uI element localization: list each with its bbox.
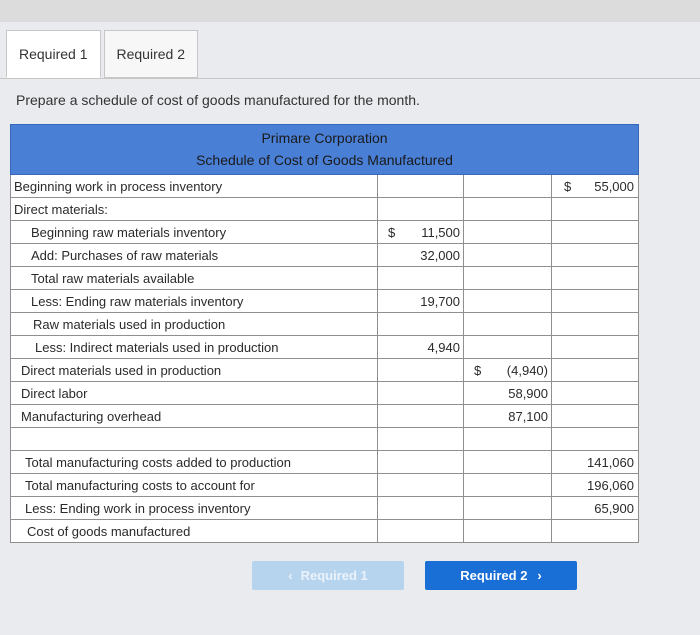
table-row	[10, 221, 639, 244]
table-row	[10, 244, 639, 267]
amount-input-col2[interactable]	[464, 428, 552, 451]
row-label[interactable]: Less: Indirect materials used in production	[10, 336, 378, 359]
instruction-text: Prepare a schedule of cost of goods manufactured for the month.	[16, 92, 420, 108]
row-label: Raw materials used in production	[10, 313, 378, 336]
table-row	[10, 474, 639, 497]
empty-cell	[378, 497, 464, 520]
amount-value: 141,060	[587, 454, 634, 470]
schedule-table	[10, 124, 639, 543]
company-name: Primare Corporation	[261, 130, 388, 146]
amount-input-col1[interactable]	[378, 336, 464, 359]
table-row	[10, 198, 639, 221]
empty-cell	[378, 474, 464, 497]
amount-input-col1[interactable]	[378, 313, 464, 336]
amount-input-col2[interactable]	[464, 336, 552, 359]
top-band	[0, 0, 700, 22]
table-row	[10, 313, 639, 336]
empty-cell	[378, 520, 464, 543]
row-label: Total manufacturing costs added to production	[10, 451, 378, 474]
table-row	[10, 359, 639, 382]
amount-input-col1[interactable]	[378, 290, 464, 313]
amount-value: 19,700	[420, 293, 460, 309]
row-label: Direct materials used in production	[10, 359, 378, 382]
row-label: Cost of goods manufactured	[10, 520, 378, 543]
chevron-left-icon: ‹	[288, 568, 293, 583]
amount-input-col3[interactable]	[552, 382, 639, 405]
amount-input-col2[interactable]	[464, 244, 552, 267]
tab-required-2[interactable]: Required 2	[104, 30, 199, 78]
amount-value: 55,000	[594, 178, 634, 194]
row-label[interactable]: Less: Ending work in process inventory	[10, 497, 378, 520]
empty-cell	[378, 451, 464, 474]
currency-symbol: $	[474, 362, 482, 378]
amount-input-col3[interactable]	[552, 267, 639, 290]
table-row	[10, 336, 639, 359]
amount-input-col2[interactable]	[464, 290, 552, 313]
empty-cell	[464, 474, 552, 497]
amount-input-col1[interactable]	[378, 428, 464, 451]
table-row	[10, 290, 639, 313]
table-row	[10, 451, 639, 474]
amount-input-col2[interactable]	[464, 382, 552, 405]
amount-value: 65,900	[594, 500, 634, 516]
table-row	[10, 175, 639, 198]
amount-value: 196,060	[587, 477, 634, 493]
row-label[interactable]: Beginning raw materials inventory	[10, 221, 378, 244]
table-row	[10, 382, 639, 405]
amount-input-col1[interactable]	[378, 405, 464, 428]
amount-input-col2[interactable]	[464, 267, 552, 290]
amount-input-col1[interactable]	[378, 359, 464, 382]
amount-value: 32,000	[420, 247, 460, 263]
row-label[interactable]	[10, 428, 378, 451]
amount-input-col1[interactable]	[378, 382, 464, 405]
table-row	[10, 267, 639, 290]
row-label: Total raw materials available	[10, 267, 378, 290]
schedule-title: Schedule of Cost of Goods Manufactured	[196, 152, 453, 168]
row-label[interactable]: Add: Purchases of raw materials	[10, 244, 378, 267]
schedule-header	[10, 124, 639, 175]
amount-value: 11,500	[421, 224, 460, 240]
amount-input-col3[interactable]	[552, 474, 639, 497]
amount-input-col3[interactable]	[552, 405, 639, 428]
empty-cell	[464, 198, 552, 221]
table-row	[10, 428, 639, 451]
amount-input-col2[interactable]	[464, 175, 552, 198]
amount-input-col3[interactable]	[552, 359, 639, 382]
amount-input-col3[interactable]	[552, 290, 639, 313]
amount-value: 87,100	[508, 408, 548, 424]
row-label: Total manufacturing costs to account for	[10, 474, 378, 497]
amount-input-col1[interactable]	[378, 267, 464, 290]
amount-input-col3[interactable]	[552, 451, 639, 474]
currency-symbol: $	[564, 178, 572, 194]
empty-cell	[464, 497, 552, 520]
amount-value: (4,940)	[506, 362, 548, 378]
row-label[interactable]: Manufacturing overhead	[10, 405, 378, 428]
row-label[interactable]: Less: Ending raw materials inventory	[10, 290, 378, 313]
amount-input-col1[interactable]	[378, 244, 464, 267]
table-row	[10, 405, 639, 428]
empty-cell	[552, 198, 639, 221]
empty-cell	[378, 198, 464, 221]
empty-cell	[464, 520, 552, 543]
tab-bar	[6, 30, 198, 78]
empty-cell	[464, 451, 552, 474]
amount-input-col3[interactable]	[552, 497, 639, 520]
amount-value: 58,900	[508, 385, 548, 401]
row-label[interactable]: Beginning work in process inventory	[10, 175, 378, 198]
prev-required-button[interactable]	[252, 561, 404, 590]
amount-input-col2[interactable]	[464, 405, 552, 428]
currency-symbol: $	[388, 224, 396, 240]
amount-value: 4,940	[427, 339, 460, 355]
amount-input-col3[interactable]	[552, 221, 639, 244]
amount-input-col3[interactable]	[552, 175, 639, 198]
amount-input-col3[interactable]	[552, 244, 639, 267]
amount-input-col3[interactable]	[552, 428, 639, 451]
table-row	[10, 497, 639, 520]
row-label: Direct materials:	[10, 198, 378, 221]
row-label[interactable]: Direct labor	[10, 382, 378, 405]
tab-required-1[interactable]: Required 1	[6, 30, 101, 78]
amount-input-col1[interactable]	[378, 221, 464, 244]
next-label: Required 2	[460, 568, 528, 583]
tab-divider	[0, 78, 700, 79]
table-row	[10, 520, 639, 543]
amount-input-col1[interactable]	[378, 175, 464, 198]
amount-input-col3[interactable]	[552, 336, 639, 359]
prev-label: Required 1	[300, 568, 368, 583]
amount-input-col3[interactable]	[552, 520, 639, 543]
chevron-right-icon: ›	[537, 568, 542, 583]
next-required-button[interactable]	[425, 561, 577, 590]
amount-input-col2[interactable]	[464, 359, 552, 382]
amount-input-col2[interactable]	[464, 313, 552, 336]
amount-input-col3[interactable]	[552, 313, 639, 336]
amount-input-col2[interactable]	[464, 221, 552, 244]
